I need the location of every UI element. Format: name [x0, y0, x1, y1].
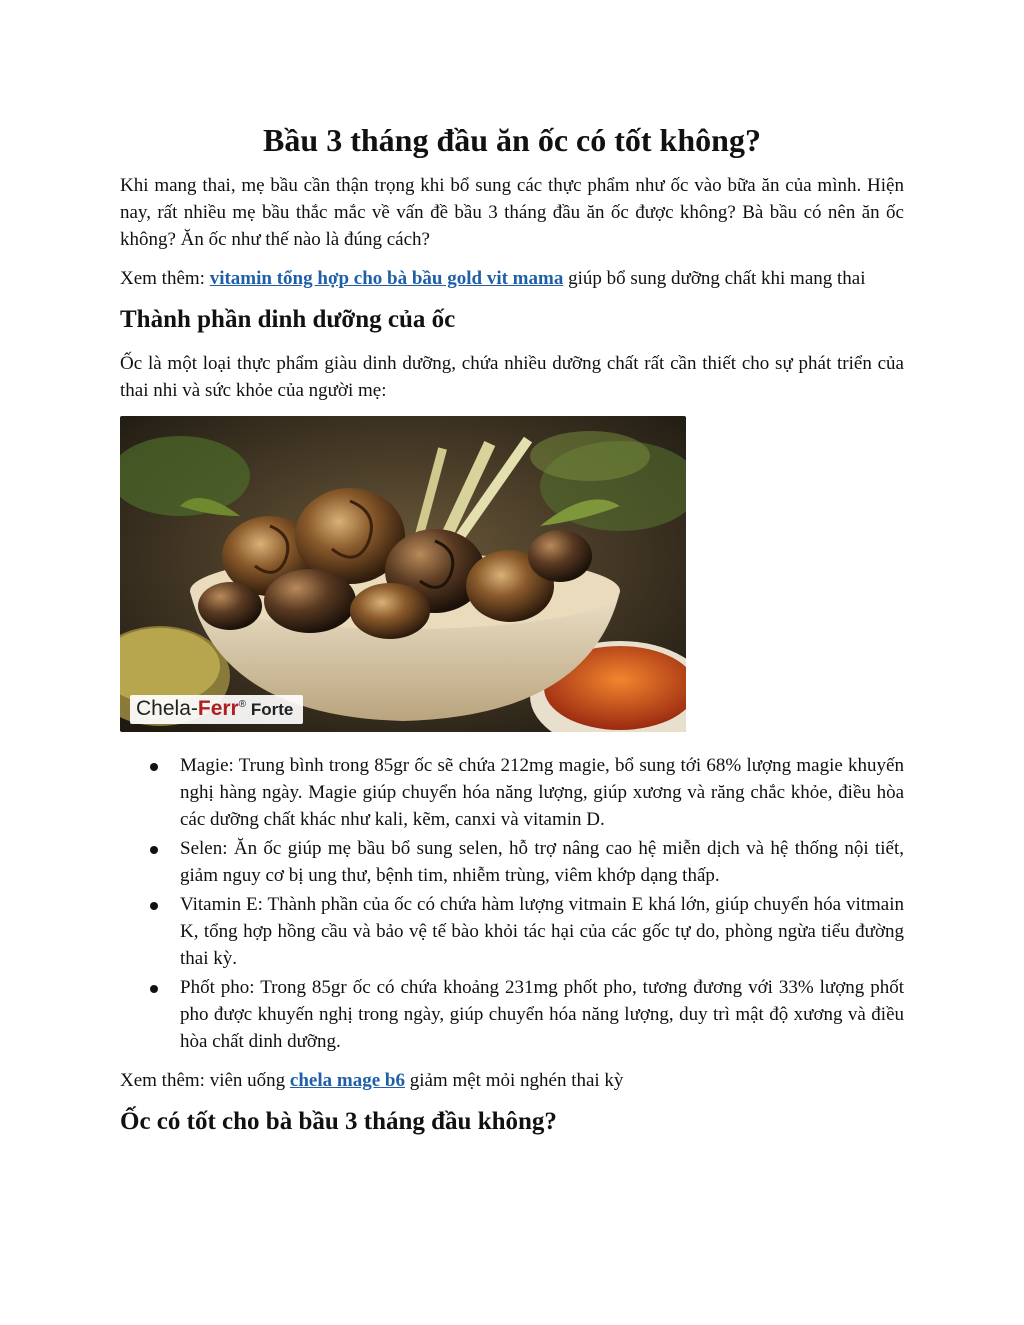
brand-text-chela: Chela-: [136, 697, 198, 720]
list-item-text: Phốt pho: Trong 85gr ốc có chứa khoảng 231mg phốt pho, tương đương với 33% lượng phốt pho được khuyến nghị trong ngày, giúp chuyển hóa năng lượng, duy trì mật độ xương và điều hòa chất dinh dưỡng.: [180, 977, 904, 1052]
bullet-icon: [150, 846, 158, 854]
bullet-icon: [150, 902, 158, 910]
list-item-vitamin-e: [120, 891, 904, 972]
brand-text-ferr: Ferr: [197, 697, 239, 720]
list-item-text: Magie: Trung bình trong 85gr ốc sẽ chứa 212mg magie, bổ sung tới 68% lượng magie khuyến nghị hàng ngày. Magie giúp chuyển hóa năng lượng, giúp xương và răng chắc khỏe, điều hòa các dưỡng chất khác như kali, kẽm, canxi và vitamin D.: [180, 755, 904, 830]
gold-vit-mama-link[interactable]: vitamin tổng hợp cho bà bầu gold vit mama: [209, 268, 564, 289]
bullet-icon: [150, 763, 158, 771]
see-more-suffix: giúp bổ sung dưỡng chất khi mang thai: [563, 268, 866, 289]
chela-ferr-forte-logo: [130, 695, 303, 724]
page-title: Bầu 3 tháng đầu ăn ốc có tốt không?: [263, 122, 761, 158]
see-more-suffix: giảm mệt mỏi nghén thai kỳ: [404, 1070, 624, 1091]
see-more-prefix: Xem thêm: viên uống: [120, 1070, 290, 1091]
brand-text-forte: Forte: [246, 700, 294, 719]
section-heading-snail-good: Ốc có tốt cho bà bầu 3 tháng đầu không?: [120, 1108, 557, 1135]
brand-registered-mark: ®: [238, 699, 247, 710]
snail-dish-photo: [120, 416, 686, 732]
list-item-magie: [120, 752, 904, 833]
nutrient-list: [120, 752, 904, 1055]
see-more-paragraph-2: [120, 1067, 904, 1094]
document-body: [120, 118, 904, 1152]
list-item-selen: [120, 835, 904, 889]
section-heading-nutrition: Thành phần dinh dưỡng của ốc: [120, 306, 456, 333]
nutrition-paragraph: Ốc là một loại thực phẩm giàu dinh dưỡng, chứa nhiều dưỡng chất rất cần thiết cho sự phát triển của thai nhi và sức khỏe của người mẹ:: [120, 353, 904, 401]
list-item-phot-pho: [120, 974, 904, 1055]
list-item-text: Vitamin E: Thành phần của ốc có chứa hàm lượng vitmain E khá lớn, giúp chuyển hóa vitmain K, tổng hợp hồng cầu và bảo vệ tế bào khỏi tác hại của các gốc tự do, phòng ngừa tiểu đường thai kỳ.: [180, 894, 904, 969]
intro-paragraph: Khi mang thai, mẹ bầu cần thận trọng khi bổ sung các thực phẩm như ốc vào bữa ăn của mình. Hiện nay, rất nhiều mẹ bầu thắc mắc về vấn đề bầu 3 tháng đầu ăn ốc được không? Bà bầu có nên ăn ốc không? Ăn ốc như thế nào là đúng cách?: [120, 175, 904, 250]
list-item-text: Selen: Ăn ốc giúp mẹ bầu bổ sung selen, hỗ trợ nâng cao hệ miễn dịch và hệ thống nội tiết, giảm nguy cơ bị ung thư, bệnh tim, nhiễm trùng, viêm khớp dạng thấp.: [180, 838, 904, 886]
bullet-icon: [150, 985, 158, 993]
chela-mage-b6-link[interactable]: chela mage b6: [289, 1070, 405, 1091]
see-more-paragraph-1: [120, 265, 904, 292]
snail-dish-illustration: [120, 416, 686, 732]
see-more-prefix: Xem thêm:: [120, 268, 210, 289]
